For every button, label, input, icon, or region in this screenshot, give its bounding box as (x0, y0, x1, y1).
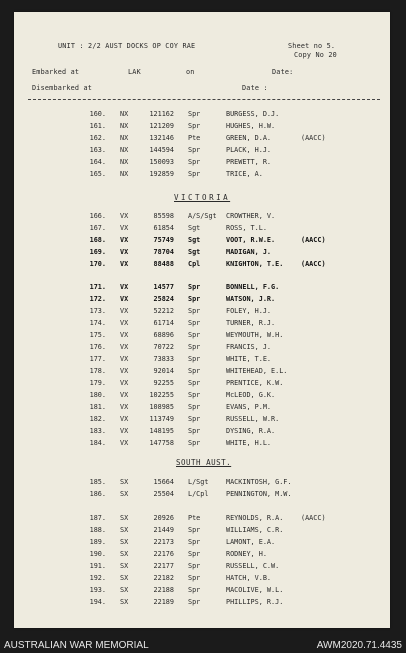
member-name: FRANCIS, J. (226, 343, 272, 351)
rank: Spr (188, 343, 201, 351)
entry-number: 186. (89, 490, 106, 498)
state-prefix: SX (120, 550, 129, 558)
member-name: REYNOLDS, R.A. (226, 514, 284, 522)
roll-entry (14, 283, 390, 295)
state-prefix: SX (120, 526, 129, 534)
rank: L/Sgt (188, 478, 209, 486)
roll-entry (14, 343, 390, 355)
roll-entry (14, 146, 390, 158)
entry-number: 190. (89, 550, 106, 558)
member-name: PLACK, H.J. (226, 146, 272, 154)
roll-entry (14, 212, 390, 224)
service-number: 108985 (149, 403, 174, 411)
member-name: WEYMOUTH, W.H. (226, 331, 284, 339)
member-name: RUSSELL, C.W. (226, 562, 280, 570)
rank: Spr (188, 170, 201, 178)
service-number: 148195 (149, 427, 174, 435)
rank: Spr (188, 367, 201, 375)
service-number: 52212 (153, 307, 174, 315)
rank: Pte (188, 134, 201, 142)
state-prefix: VX (120, 224, 129, 232)
state-prefix: VX (120, 212, 129, 220)
service-number: 78704 (153, 248, 174, 256)
entry-number: 174. (89, 319, 106, 327)
header-divider (28, 99, 380, 100)
footer-accession-number: AWM2020.71.4435 (316, 640, 402, 651)
member-name: MACOLIVE, W.L. (226, 586, 284, 594)
rank: Pte (188, 514, 201, 522)
roll-entry (14, 439, 390, 451)
roll-entry (14, 490, 390, 502)
rank: Spr (188, 122, 201, 130)
service-number: 22189 (153, 598, 174, 606)
member-name: LAMONT, E.A. (226, 538, 276, 546)
roll-entry (14, 236, 390, 248)
roll-entry (14, 574, 390, 586)
roll-entry (14, 367, 390, 379)
roll-entry (14, 224, 390, 236)
service-number: 121209 (149, 122, 174, 130)
state-prefix: SX (120, 586, 129, 594)
state-prefix: VX (120, 343, 129, 351)
footer-institution: AUSTRALIAN WAR MEMORIAL (4, 640, 149, 651)
rank: Spr (188, 586, 201, 594)
date-label-2: Date : (242, 84, 268, 92)
rank: Spr (188, 158, 201, 166)
rank: Spr (188, 415, 201, 423)
service-number: 144594 (149, 146, 174, 154)
sheet-number: Sheet no 5. (288, 42, 336, 50)
service-number: 15664 (153, 478, 174, 486)
roll-entry (14, 248, 390, 260)
member-name: PREWETT, R. (226, 158, 272, 166)
service-number: 75749 (153, 236, 174, 244)
roll-entry (14, 391, 390, 403)
service-number: 73833 (153, 355, 174, 363)
service-number: 92255 (153, 379, 174, 387)
service-number: 68896 (153, 331, 174, 339)
service-number: 102255 (149, 391, 174, 399)
rank: Sgt (188, 236, 201, 244)
corps-note: (AACC) (301, 134, 326, 142)
roll-entry (14, 538, 390, 550)
rank: Spr (188, 391, 201, 399)
entry-number: 182. (89, 415, 106, 423)
rank: Spr (188, 331, 201, 339)
state-prefix: NX (120, 158, 129, 166)
entry-number: 179. (89, 379, 106, 387)
entry-number: 188. (89, 526, 106, 534)
member-name: KNIGHTON, T.E. (226, 260, 284, 268)
member-name: TRICE, A. (226, 170, 263, 178)
service-number: 22188 (153, 586, 174, 594)
service-number: 70722 (153, 343, 174, 351)
member-name: HATCH, V.B. (226, 574, 272, 582)
embarked-on: on (186, 68, 195, 76)
service-number: 22176 (153, 550, 174, 558)
rank: Spr (188, 295, 201, 303)
rank: Spr (188, 307, 201, 315)
rank: Spr (188, 379, 201, 387)
roll-entry (14, 562, 390, 574)
service-number: 61854 (153, 224, 174, 232)
member-name: HUGHES, H.W. (226, 122, 276, 130)
entry-number: 161. (89, 122, 106, 130)
rank: Spr (188, 538, 201, 546)
state-prefix: VX (120, 295, 129, 303)
roll-entry (14, 295, 390, 307)
state-prefix: VX (120, 260, 129, 268)
rank: Spr (188, 439, 201, 447)
member-name: PHILLIPS, R.J. (226, 598, 284, 606)
entry-number: 175. (89, 331, 106, 339)
entry-number: 173. (89, 307, 106, 315)
entry-number: 167. (89, 224, 106, 232)
state-prefix: VX (120, 331, 129, 339)
rank: Spr (188, 598, 201, 606)
member-name: WATSON, J.R. (226, 295, 276, 303)
member-name: MADIGAN, J. (226, 248, 272, 256)
embarked-label: Embarked at (32, 68, 80, 76)
rank: Spr (188, 110, 201, 118)
service-number: 21449 (153, 526, 174, 534)
roll-entry (14, 122, 390, 134)
service-number: 121162 (149, 110, 174, 118)
roll-entry (14, 355, 390, 367)
state-prefix: SX (120, 598, 129, 606)
roll-entry (14, 260, 390, 272)
service-number: 20926 (153, 514, 174, 522)
state-prefix: VX (120, 248, 129, 256)
entry-number: 176. (89, 343, 106, 351)
member-name: BONNELL, F.G. (226, 283, 280, 291)
state-prefix: SX (120, 574, 129, 582)
embarked-value: LAK (128, 68, 141, 76)
roll-entry (14, 134, 390, 146)
entry-number: 189. (89, 538, 106, 546)
state-prefix: NX (120, 110, 129, 118)
service-number: 22177 (153, 562, 174, 570)
disembarked-label: Disembarked at (32, 84, 93, 92)
entry-number: 163. (89, 146, 106, 154)
entry-number: 191. (89, 562, 106, 570)
rank: Spr (188, 550, 201, 558)
rank: Spr (188, 427, 201, 435)
rank: Spr (188, 146, 201, 154)
state-prefix: VX (120, 415, 129, 423)
entry-number: 184. (89, 439, 106, 447)
rank: Sgt (188, 224, 201, 232)
entry-number: 160. (89, 110, 106, 118)
roll-entry (14, 427, 390, 439)
state-prefix: VX (120, 319, 129, 327)
roll-entry (14, 403, 390, 415)
corps-note: (AACC) (301, 260, 326, 268)
entry-number: 166. (89, 212, 106, 220)
state-prefix: VX (120, 403, 129, 411)
service-number: 150093 (149, 158, 174, 166)
rank: Spr (188, 319, 201, 327)
rank: Sgt (188, 248, 201, 256)
entry-number: 193. (89, 586, 106, 594)
member-name: PENNINGTON, M.W. (226, 490, 292, 498)
roll-entry (14, 170, 390, 182)
member-name: McLEOD, G.K. (226, 391, 276, 399)
rank: Spr (188, 562, 201, 570)
entry-number: 165. (89, 170, 106, 178)
service-number: 192859 (149, 170, 174, 178)
state-prefix: SX (120, 562, 129, 570)
state-prefix: NX (120, 122, 129, 130)
roll-entry (14, 586, 390, 598)
service-number: 132146 (149, 134, 174, 142)
roll-entry (14, 158, 390, 170)
member-name: EVANS, P.M. (226, 403, 272, 411)
entry-number: 171. (89, 283, 106, 291)
state-prefix: VX (120, 427, 129, 435)
member-name: WHITEHEAD, E.L. (226, 367, 288, 375)
service-number: 14577 (153, 283, 174, 291)
section-heading-victoria: VICTORIA (174, 193, 231, 202)
service-number: 25824 (153, 295, 174, 303)
member-name: GREEN, D.A. (226, 134, 272, 142)
state-prefix: NX (120, 146, 129, 154)
state-prefix: SX (120, 514, 129, 522)
member-name: PRENTICE, K.W. (226, 379, 284, 387)
state-prefix: SX (120, 490, 129, 498)
entry-number: 162. (89, 134, 106, 142)
member-name: WILLIAMS, C.R. (226, 526, 284, 534)
service-number: 85598 (153, 212, 174, 220)
member-name: MACKINTOSH, G.F. (226, 478, 292, 486)
entry-number: 183. (89, 427, 106, 435)
state-prefix: VX (120, 379, 129, 387)
rank: Spr (188, 403, 201, 411)
state-prefix: NX (120, 134, 129, 142)
rank: Spr (188, 283, 201, 291)
state-prefix: SX (120, 538, 129, 546)
entry-number: 192. (89, 574, 106, 582)
roll-entry (14, 110, 390, 122)
service-number: 147758 (149, 439, 174, 447)
service-number: 22173 (153, 538, 174, 546)
state-prefix: VX (120, 307, 129, 315)
member-name: WHITE, T.E. (226, 355, 272, 363)
state-prefix: SX (120, 478, 129, 486)
corps-note: (AACC) (301, 514, 326, 522)
service-number: 113749 (149, 415, 174, 423)
service-number: 25504 (153, 490, 174, 498)
state-prefix: VX (120, 236, 129, 244)
unit-heading: UNIT : 2/2 AUST DOCKS OP COY RAE (58, 42, 196, 50)
service-number: 61714 (153, 319, 174, 327)
member-name: BURGESS, D.J. (226, 110, 280, 118)
entry-number: 185. (89, 478, 106, 486)
entry-number: 181. (89, 403, 106, 411)
roll-entry (14, 319, 390, 331)
roll-entry (14, 598, 390, 610)
entry-number: 187. (89, 514, 106, 522)
document-page (14, 12, 390, 628)
roll-entry (14, 478, 390, 490)
date-label-1: Date: (272, 68, 294, 76)
corps-note: (AACC) (301, 236, 326, 244)
entry-number: 169. (89, 248, 106, 256)
state-prefix: VX (120, 355, 129, 363)
roll-entry (14, 550, 390, 562)
member-name: TURNER, R.J. (226, 319, 276, 327)
state-prefix: VX (120, 391, 129, 399)
roll-entry (14, 331, 390, 343)
member-name: FOLEY, H.J. (226, 307, 272, 315)
roll-entry (14, 415, 390, 427)
entry-number: 177. (89, 355, 106, 363)
member-name: RODNEY, H. (226, 550, 267, 558)
service-number: 92014 (153, 367, 174, 375)
service-number: 22182 (153, 574, 174, 582)
member-name: VOOT, R.W.E. (226, 236, 276, 244)
entry-number: 170. (89, 260, 106, 268)
rank: Cpl (188, 260, 201, 268)
member-name: RUSSELL, W.R. (226, 415, 280, 423)
rank: L/Cpl (188, 490, 209, 498)
entry-number: 178. (89, 367, 106, 375)
entry-number: 194. (89, 598, 106, 606)
entry-number: 168. (89, 236, 106, 244)
roll-entry (14, 514, 390, 526)
entry-number: 164. (89, 158, 106, 166)
rank: A/S/Sgt (188, 212, 217, 220)
state-prefix: VX (120, 367, 129, 375)
rank: Spr (188, 574, 201, 582)
section-heading-south-aust: SOUTH AUST. (176, 458, 232, 467)
roll-entry (14, 526, 390, 538)
state-prefix: NX (120, 170, 129, 178)
member-name: DYSING, R.A. (226, 427, 276, 435)
service-number: 88488 (153, 260, 174, 268)
copy-number: Copy No 20 (294, 51, 337, 59)
member-name: WHITE, H.L. (226, 439, 272, 447)
roll-entry (14, 379, 390, 391)
entry-number: 180. (89, 391, 106, 399)
state-prefix: VX (120, 439, 129, 447)
entry-number: 172. (89, 295, 106, 303)
rank: Spr (188, 355, 201, 363)
rank: Spr (188, 526, 201, 534)
member-name: CROWTHER, V. (226, 212, 276, 220)
state-prefix: VX (120, 283, 129, 291)
member-name: ROSS, T.L. (226, 224, 267, 232)
roll-entry (14, 307, 390, 319)
